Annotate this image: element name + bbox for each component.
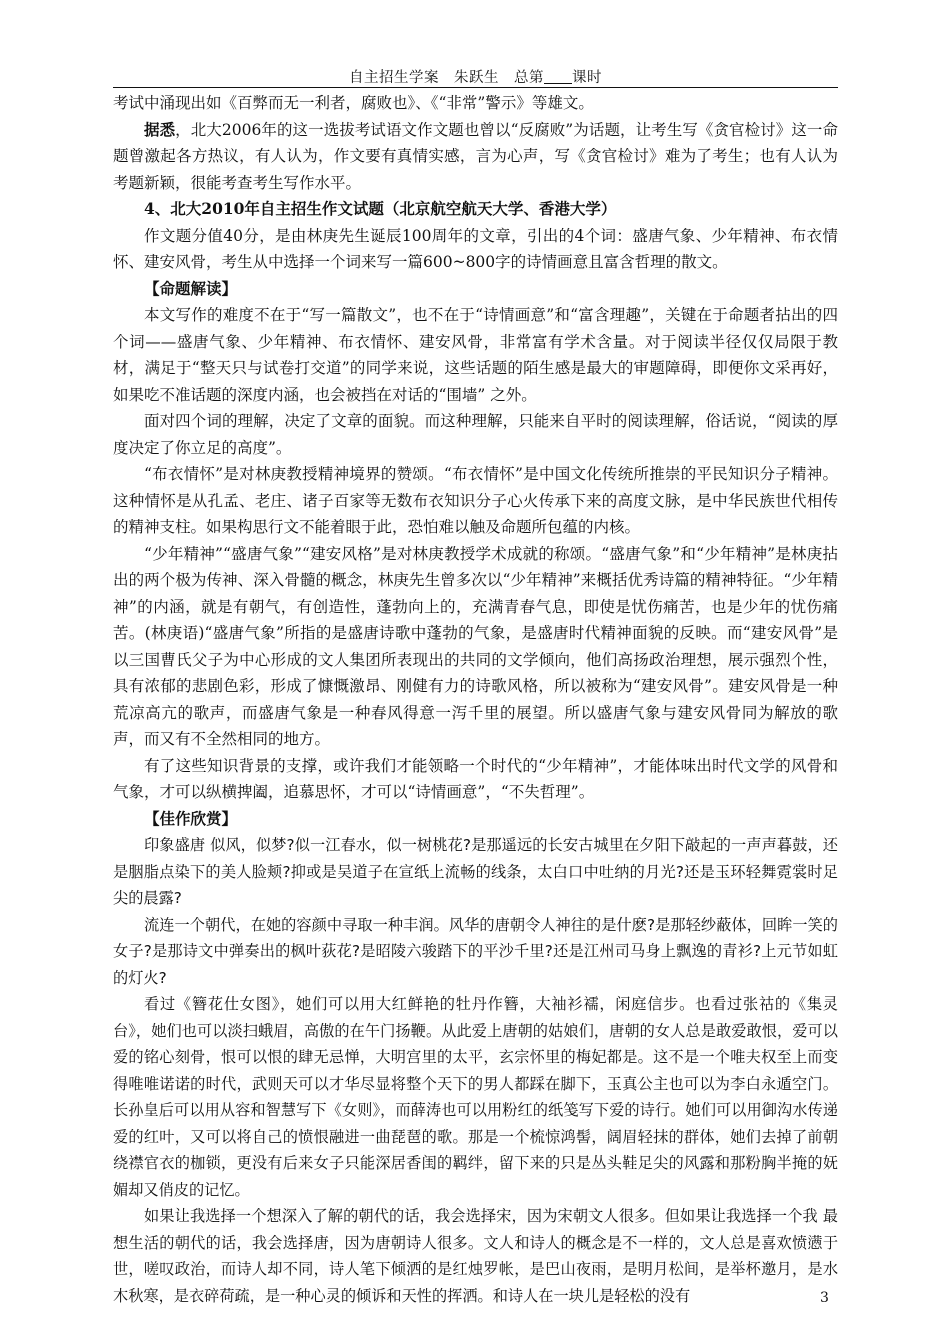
- subsection-heading: 【命题解读】: [144, 278, 238, 298]
- paragraph: “布衣情怀”是对林庚教授精神境界的赞颂。“布衣情怀”是中国文化传统所推崇的平民知识分子精神。这种情怀是从孔孟、老庄、诸子百家等无数布衣知识分子心火传承下来的高度文脉，是中华民族世代相传的精神支柱。如果构思行文不能着眼于此，恐怕难以触及命题所包蕴的内核。: [113, 465, 838, 536]
- essay-paragraph: 如果让我选择一个想深入了解的朝代的话，我会选择宋，因为宋朝文人很多。但如果让我选择一个我 最想生活的朝代的话，我会选择唐，因为唐朝诗人很多。文人和诗人的概念是不一样的，文人总是喜欢愤懑于世，嗟叹政治，而诗人却不同，诗人笔下倾洒的是红烛罗帐，是巴山夜雨，是明月松间，是举杯邀月，是水木秋寒，是衣碎荷疏，是一种心灵的倾诉和天性的挥洒。和诗人在一块儿是轻松的没有: [113, 1207, 838, 1305]
- page-number: 3: [820, 1290, 829, 1306]
- page-header: [113, 66, 838, 87]
- essay-paragraph: 印象盛唐 似风，似梦?似一江春水，似一树桃花?是那遥远的长安古城里在夕阳下敲起的一声声暮鼓，还是胭脂点染下的美人脸颊?抑或是吴道子在宣纸上流畅的线条，太白口中吐纳的月光?还是玉环轻舞霓裳时足尖的晨露?: [113, 836, 838, 907]
- paragraph: 考试中涌现出如《百弊而无一利者，腐败也》、《“非常”警示》等雄文。: [113, 94, 594, 112]
- subsection-heading: 【佳作欣赏】: [144, 808, 238, 828]
- document-body: [113, 90, 838, 1309]
- paragraph: 有了这些知识背景的支撑，或许我们才能领略一个时代的“少年精神”，才能体味出时代文学的风骨和气象，才可以纵横捭阖，追慕思怀，才可以“诗情画意”，“不失哲理”。: [113, 756, 838, 801]
- paragraph: [113, 117, 838, 197]
- paragraph: 作文题分值40分，是由林庚先生诞辰100周年的文章，引出的4个词：盛唐气象、少年精神、布衣情怀、建安风骨，考生从中选择一个词来写一篇600~800字的诗情画意且富含哲理的散文。: [113, 226, 838, 271]
- paragraph: 面对四个词的理解，决定了文章的面貌。而这种理解，只能来自平时的阅读理解，俗话说，“阅读的厚度决定了你立足的高度”。: [113, 412, 838, 457]
- paragraph-text: ，北大2006年的这一选拔考试语文作文题也曾以“反腐败”为话题，让考生写《贪官检讨》这一命题曾激起各方热议，有人认为，作文要有真情实感，言为心声，写《贪官检讨》难为了考生；也有人认为考题新颖，很能考查考生写作水平。: [113, 120, 838, 192]
- header-blank-line: [544, 69, 572, 84]
- essay-paragraph: 看过《簪花仕女图》，她们可以用大红鲜艳的牡丹作簪，大袖衫襦，闲庭信步。也看过张祜的《集灵台》，她们也可以淡扫蛾眉，高傲的在午门扬鞭。从此爱上唐朝的姑娘们，唐朝的女人总是敢爱敢恨，爱可以爱的铭心刻骨，恨可以恨的肆无忌惮，大明宫里的太平，玄宗怀里的梅妃都是。这不是一个唯夫权至上而变得唯唯诺诺的时代，武则天可以才华尽显将整个天下的男人都踩在脚下，玉真公主也可以为李白永遁空门。长孙皇后可以用从容和智慧写下《女则》，而薛涛也可以用粉红的纸笺写下爱的诗行。她们可以用御沟水传递爱的红叶，又可以将自己的愤恨融进一曲琵琶的歌。那是一个梳惊鸿髻，阔眉轻抹的群体，她们去掉了前朝绕襟官衣的枷锁，更没有后来女子只能深居香闺的羁绊，留下来的只是丛头鞋足尖的风露和那粉胸半掩的妩媚却又俏皮的记忆。: [113, 995, 838, 1199]
- header-text-end: 课时: [572, 70, 602, 86]
- lead-word: 据悉: [144, 119, 176, 139]
- paragraph: 本文写作的难度不在于“写一篇散文”，也不在于“诗情画意”和“富含理趣”，关键在于命题者拈出的四个词——盛唐气象、少年精神、布衣情怀、建安风骨，非常富有学术含量。对于阅读半径仅仅局限于教材，满足于“整天只与试卷打交道”的同学来说，这些话题的陌生感是最大的审题障碍，即便你文采再好，如果吃不准话题的深度内涵，也会被挡在对话的“围墙” 之外。: [113, 306, 838, 404]
- paragraph: “少年精神”“盛唐气象”“建安风格”是对林庚教授学术成就的称颂。“盛唐气象”和“少年精神”是林庚拈出的两个极为传神、深入骨髓的概念，林庚先生曾多次以“少年精神”来概括优秀诗篇的精神特征。“少年精神”的内涵，就是有朝气，有创造性，蓬勃向上的，充满青春气息，即使是忧伤痛苦，也是少年的忧伤痛苦。(林庚语)“盛唐气象”所指的是盛唐诗歌中蓬勃的气象，是盛唐时代精神面貌的反映。而“建安风骨”是以三国曹氏父子为中心形成的文人集团所表现出的共同的文学倾向，他们高扬政治理想，展示强烈个性，具有浓郁的悲剧色彩，形成了慷慨激昂、刚健有力的诗歌风格，所以被称为“建安风骨”。建安风骨是一种荒凉高亢的歌声，而盛唐气象是一种春风得意一泻千里的展望。所以盛唐气象与建安风骨同为解放的歌声，而又有不全然相同的地方。: [113, 544, 838, 748]
- header-rule: [113, 87, 838, 88]
- header-text: 自主招生学案 朱跃生 总第: [349, 70, 544, 86]
- essay-paragraph: 流连一个朝代，在她的容颜中寻取一种丰润。风华的唐朝令人神往的是什麽?是那轻纱蔽体，回眸一笑的女子?是那诗文中弹奏出的枫叶荻花?是昭陵六骏踏下的平沙千里?还是江州司马身上飘逸的青衫?上元节如虹的灯火?: [113, 915, 838, 987]
- section-heading: 4、北大2010年自主招生作文试题（北京航空航天大学、香港大学）: [144, 199, 617, 218]
